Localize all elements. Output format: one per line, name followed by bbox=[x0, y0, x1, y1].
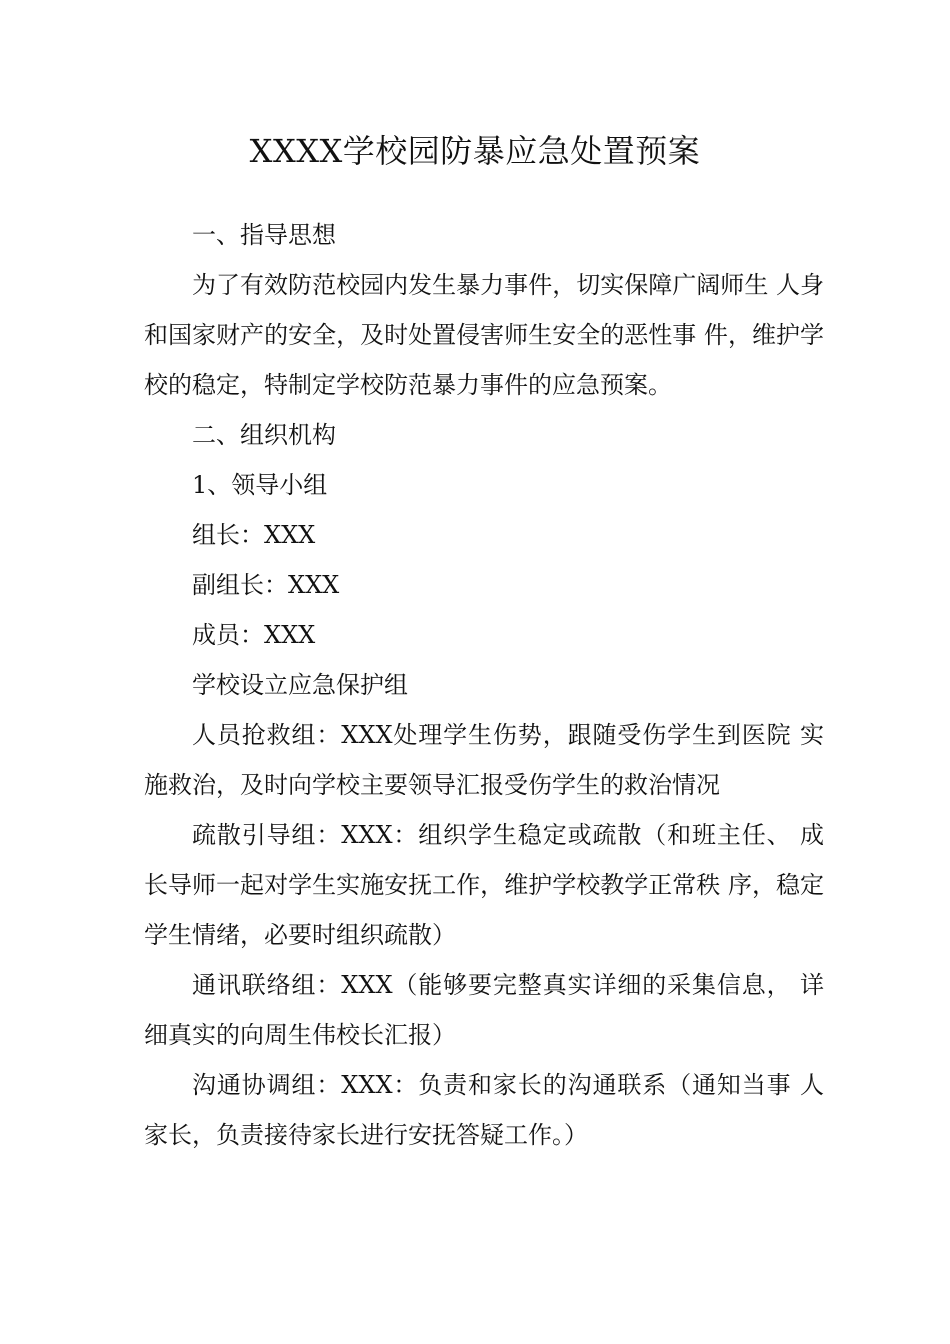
paragraph-coordination-group: 沟通协调组：XXX：负责和家长的沟通联系（通知当事 人家长，负责接待家长进行安抚答疑工作。） bbox=[144, 1071, 824, 1149]
document-body bbox=[144, 210, 824, 1160]
paragraph-communication-group: 通讯联络组：XXX（能够要完整真实详细的采集信息， 详细真实的向周生伟校长汇报） bbox=[144, 971, 824, 1049]
paragraph-rescue-group: 人员抢救组：XXX处理学生伤势，跟随受伤学生到医院 实施救治，及时向学校主要领导汇报受伤学生的救治情况 bbox=[144, 721, 824, 799]
document-title: XXXX学校园防暴应急处置预案 bbox=[249, 132, 701, 170]
line-emergency-groups: 学校设立应急保护组 bbox=[192, 671, 408, 699]
line-members: 成员：XXX bbox=[192, 621, 316, 649]
line-deputy-leader: 副组长：XXX bbox=[192, 571, 340, 599]
line-group-leader: 组长：XXX bbox=[192, 521, 316, 549]
paragraph-purpose: 为了有效防范校园内发生暴力事件，切实保障广阔师生 人身和国家财产的安全，及时处置侵害师生安全的恶性事 件，维护学校的稳定，特制定学校防范暴力事件的应急预案。 bbox=[144, 271, 824, 399]
section-heading-guiding-ideology: 一、指导思想 bbox=[192, 221, 336, 249]
section-heading-organization: 二、组织机构 bbox=[192, 421, 336, 449]
subheading-leadership-group: 1、领导小组 bbox=[192, 471, 328, 499]
paragraph-evacuation-group: 疏散引导组：XXX：组织学生稳定或疏散（和班主任、 成长导师一起对学生实施安抚工作，维护学校教学正常秩 序，稳定学生情绪，必要时组织疏散） bbox=[144, 821, 824, 949]
